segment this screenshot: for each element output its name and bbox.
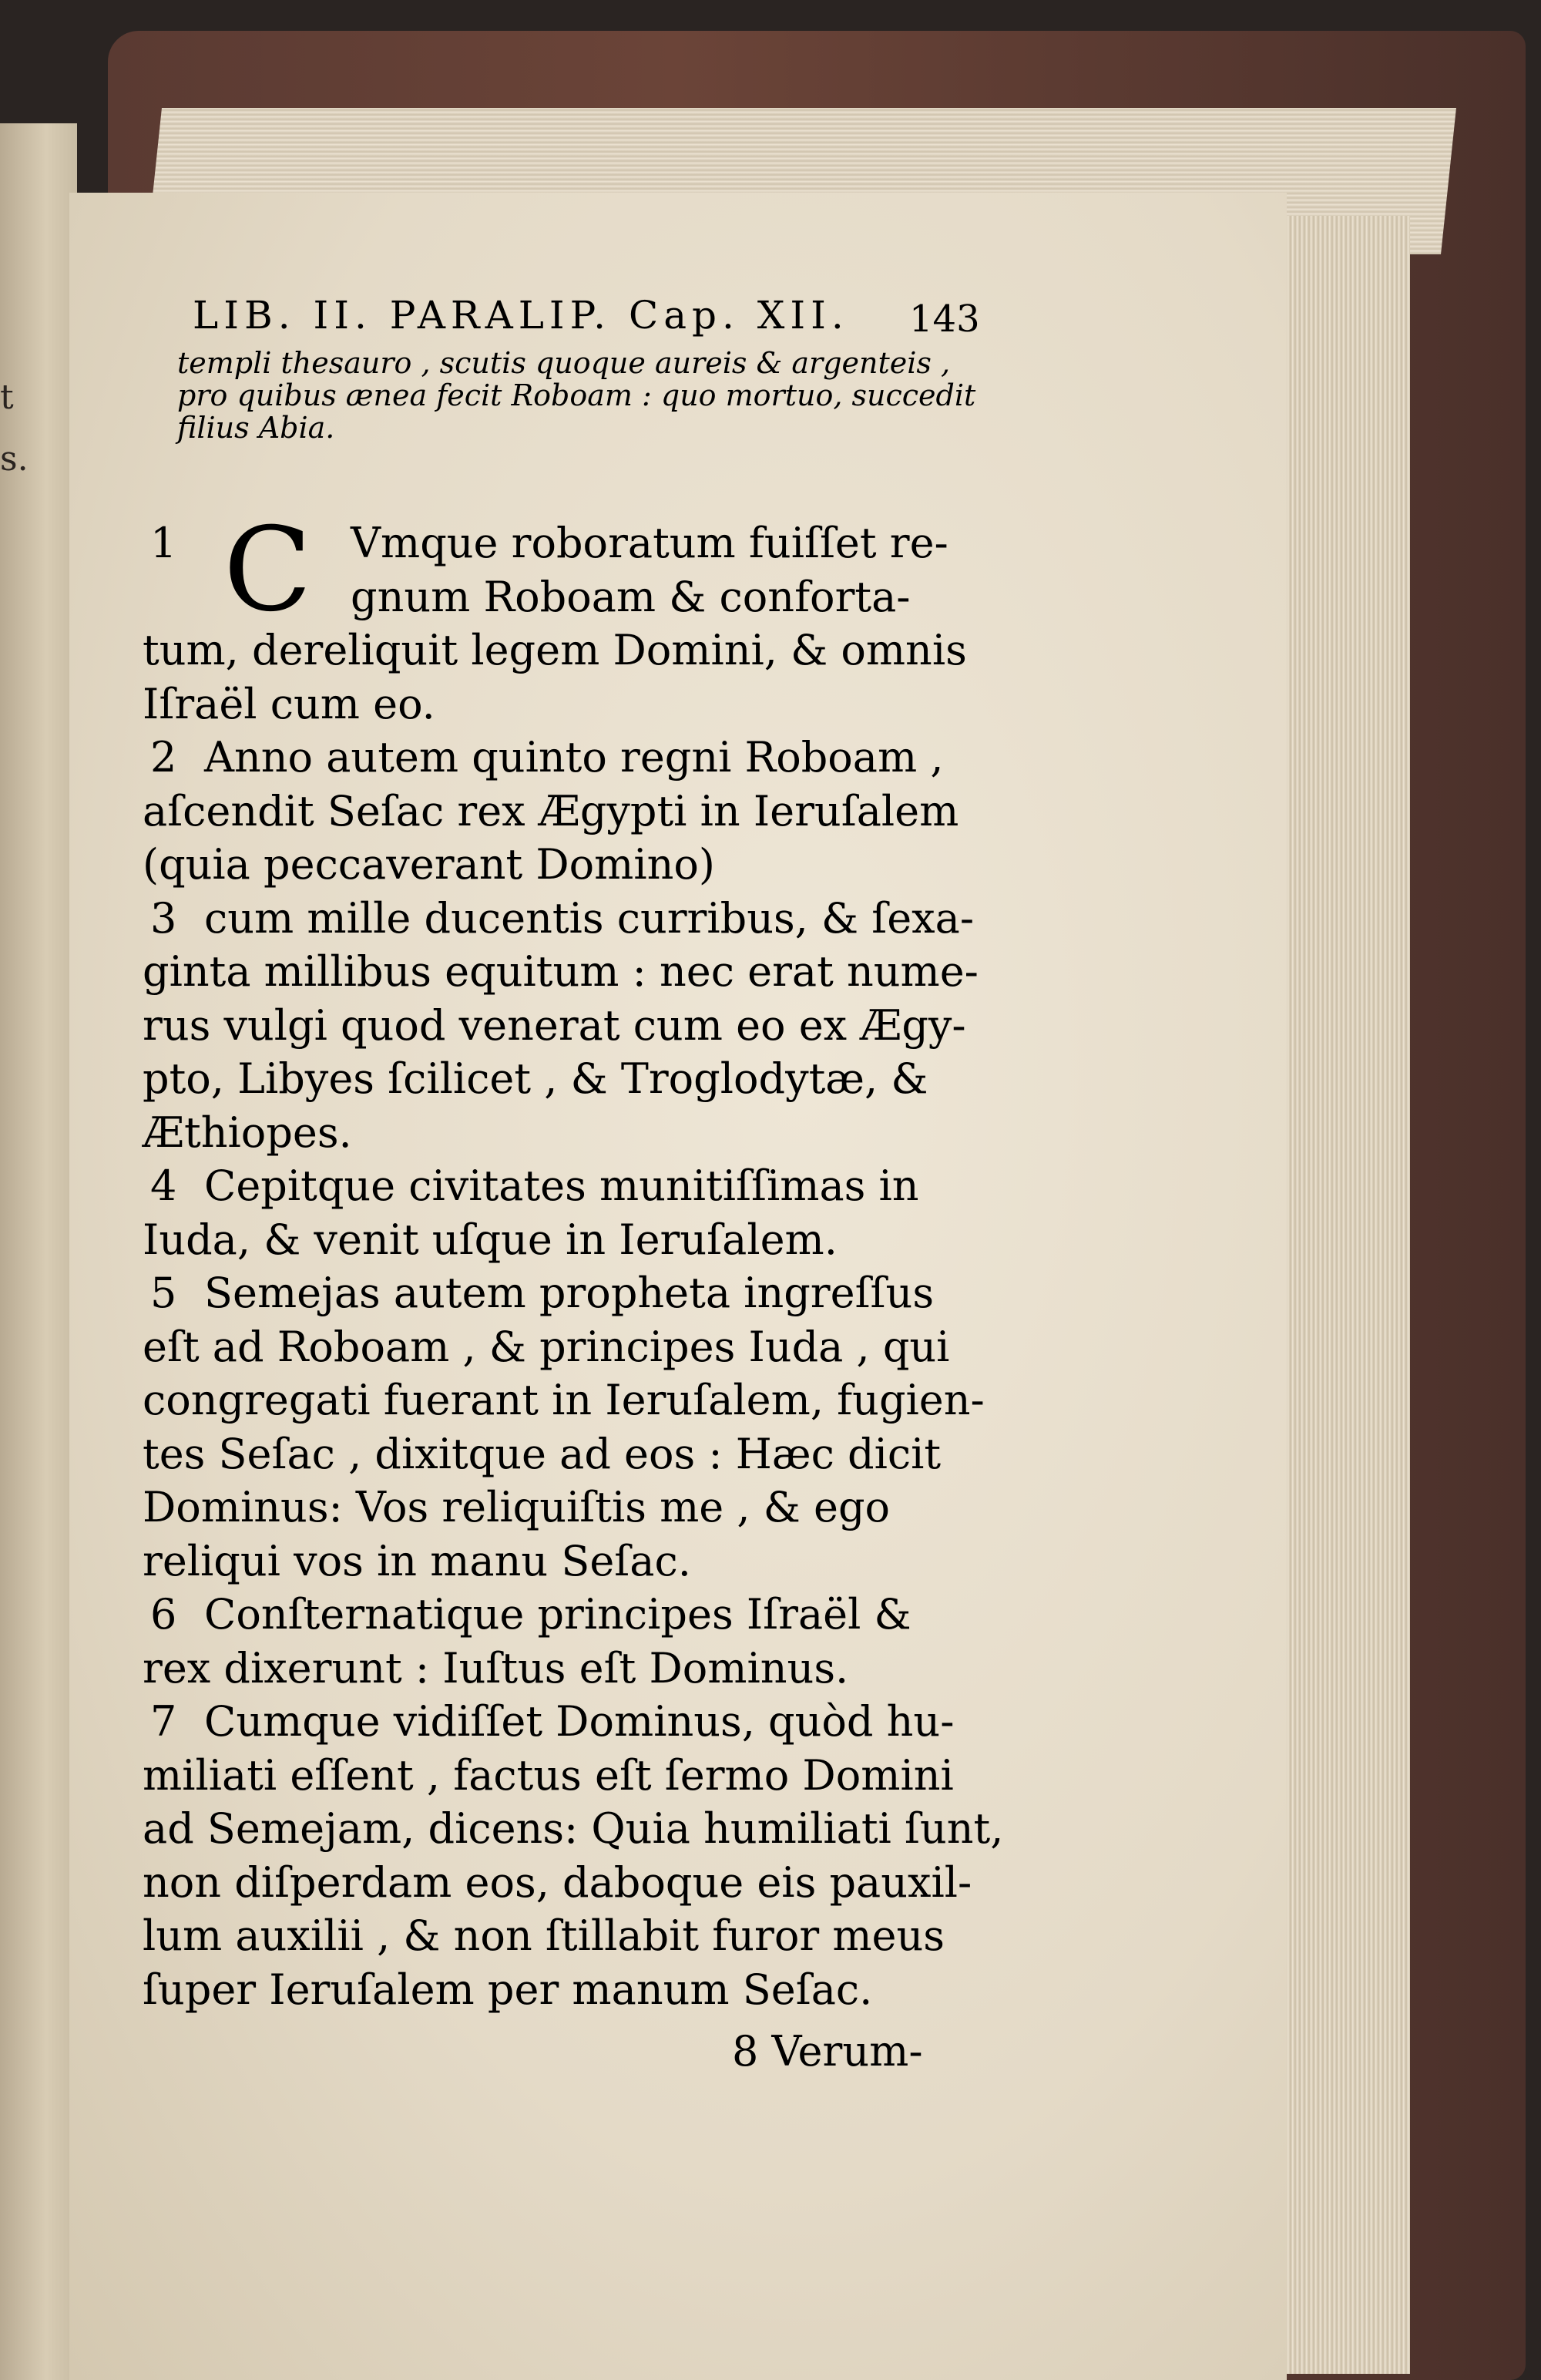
chapter-summary: [177, 347, 994, 444]
verse-line: Æthiopes.: [143, 1108, 352, 1157]
verse-number: 3: [150, 893, 177, 943]
verse-1: [143, 503, 982, 731]
verse-line: Dominus: Vos reliquiſtis me , & ego: [143, 1483, 891, 1531]
verse-line: [143, 1695, 982, 1749]
verse-line: Iſraël cum eo.: [143, 679, 435, 728]
verse-2: [143, 731, 982, 892]
verse-line: (quia peccaverant Domino): [143, 840, 716, 889]
verse-line-text: Conſternatique principes Iſraël &: [204, 1590, 912, 1639]
verse-line-text: Vmque roboratum fuiſſet re-: [351, 519, 948, 567]
verse-line-text: Semejas autem propheta ingreſſus: [204, 1269, 935, 1317]
verse-line: tum, dereliquit legem Domini, & omnis: [143, 626, 967, 674]
verse-text: [143, 503, 1004, 2016]
verse-number: 6: [150, 1590, 177, 1639]
verse-number: 4: [150, 1161, 177, 1210]
left-page-edge: [0, 123, 77, 2380]
verse-line: [143, 731, 982, 785]
verse-line: lum auxilii , & non ſtillabit furor meus: [143, 1911, 945, 1960]
verse-line-text: Cepitque civitates munitiſſimas in: [204, 1161, 919, 1210]
left-edge-letter: t: [0, 378, 14, 417]
verse-line: rus vulgi quod venerat cum eo ex Ægy-: [143, 1000, 966, 1050]
summary-line: templi thesauro , scutis quoque aureis & argenteis ,: [177, 346, 951, 380]
verse-6: [143, 1588, 982, 1695]
catchword: 8 Verum-: [732, 2027, 923, 2076]
left-edge-letter: s.: [0, 439, 29, 479]
verse-line: [143, 1159, 982, 1213]
verse-line: [143, 892, 982, 946]
verse-line: rex dixerunt : Iuſtus eſt Dominus.: [143, 1643, 849, 1693]
verse-line: non diſperdam eos, daboque eis pauxil-: [143, 1857, 972, 1907]
verse-line: miliati eſſent , factus eſt ſermo Domini: [143, 1750, 954, 1800]
verse-line-text: cum mille ducentis curribus, & ſexa-: [204, 893, 975, 943]
verse-line: tes Seſac , dixitque ad eos : Hæc dicit: [143, 1429, 942, 1478]
verse-line: reliqui vos in manu Seſac.: [143, 1536, 691, 1585]
verse-line: aſcendit Seſac rex Ægypti in Ieruſalem: [143, 786, 959, 835]
verse-line: pto, Libyes ſcilicet , & Troglodytæ, &: [143, 1054, 928, 1103]
verse-line: gnum Roboam & conforta-: [351, 572, 911, 621]
running-head: LIB. II. PARALIP. Cap. XII.: [193, 293, 849, 338]
page-number: 143: [909, 298, 980, 341]
verse-line: Iuda, & venit uſque in Ieruſalem.: [143, 1215, 838, 1264]
verse-3: [143, 892, 982, 1160]
verse-number: 2: [150, 733, 177, 782]
fore-edge: [1279, 216, 1410, 2374]
verse-line: ad Semejam, dicens: Quia humiliati ſunt,: [143, 1804, 1004, 1853]
verse-number: 7: [150, 1697, 177, 1746]
verse-line: [143, 1266, 982, 1320]
verse-number: 1: [150, 519, 177, 567]
verse-number: 5: [150, 1269, 177, 1317]
summary-line: filius Abia.: [177, 411, 335, 445]
verse-line: ſuper Ieruſalem per manum Seſac.: [143, 1965, 873, 2014]
verse-line: ginta millibus equitum : nec erat nume-: [143, 947, 979, 996]
verse-line: eſt ad Roboam , & principes Iuda , qui: [143, 1322, 950, 1371]
verse-line: [143, 1588, 982, 1642]
verse-line-text: Anno autem quinto regni Roboam ,: [204, 733, 944, 782]
verse-line: congregati fuerant in Ieruſalem, fugien-: [143, 1376, 985, 1424]
verse-5: [143, 1266, 985, 1588]
summary-line: pro quibus ænea fecit Roboam : quo mortuo, succedit: [177, 378, 976, 412]
verse-7: [143, 1695, 1004, 2016]
verse-4: [143, 1159, 982, 1266]
verse-line-text: Cumque vidiſſet Dominus, quòd hu-: [204, 1697, 955, 1746]
drop-cap: C: [223, 503, 312, 637]
